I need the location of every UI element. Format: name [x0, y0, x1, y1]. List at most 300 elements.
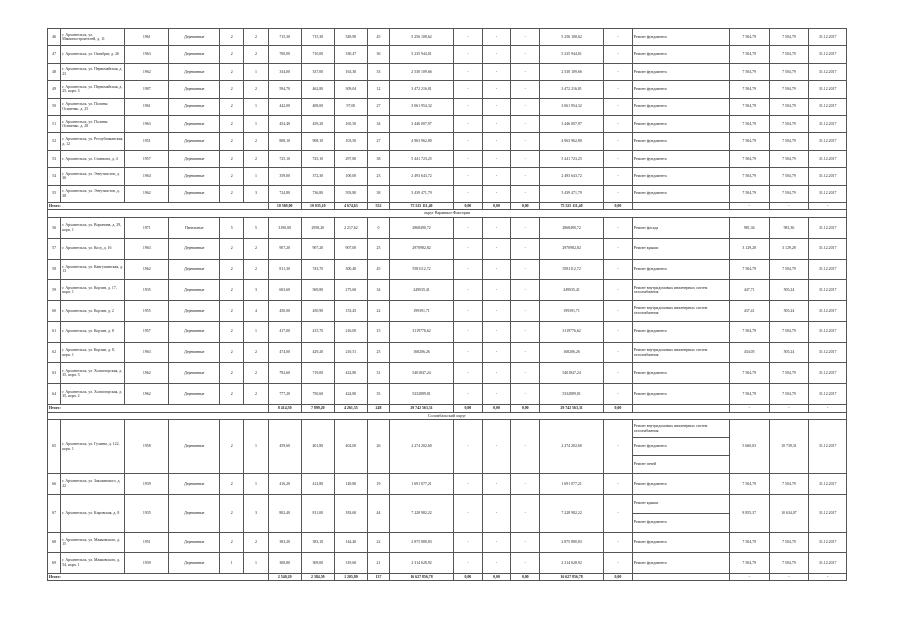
- total-res: 137: [367, 573, 389, 581]
- total-cost: 3 472 216,81: [390, 81, 454, 98]
- residents: 25: [367, 342, 389, 363]
- table-row: [48, 280, 847, 301]
- fund-cost: -: [454, 150, 483, 167]
- total-a2: 10 035,10: [301, 202, 334, 210]
- total-row: [48, 405, 847, 413]
- residential-area: 907,20: [301, 238, 334, 259]
- other-cost: -: [604, 29, 633, 46]
- local-cost: -: [511, 133, 540, 150]
- row-number: 47: [48, 46, 61, 63]
- entrances: 2: [244, 532, 268, 553]
- other-cost: -: [604, 150, 633, 167]
- table-row: [48, 98, 847, 115]
- address: г. Архангельск, ул. Машиностроителей, д. 11: [61, 29, 125, 46]
- max-unit-cost: 7 504,79: [769, 133, 809, 150]
- floors: 2: [220, 98, 244, 115]
- fund-cost: -: [454, 115, 483, 132]
- residents: 38: [367, 185, 389, 202]
- owner-cost: 2 314 628,92: [540, 553, 604, 574]
- year-built: 1963: [125, 238, 169, 259]
- total-cost: 5 441 723,25: [390, 150, 454, 167]
- total-work-type: [632, 573, 729, 581]
- residential-area: 750,60: [301, 384, 334, 405]
- local-cost: -: [511, 420, 540, 474]
- row-number: 53: [48, 150, 61, 167]
- entrances: 2: [244, 238, 268, 259]
- total-c1: 0,00: [454, 573, 483, 581]
- budget-cost: -: [482, 238, 511, 259]
- unit-cost: 7 504,79: [729, 98, 769, 115]
- row-number: 63: [48, 363, 61, 384]
- budget-cost: -: [482, 474, 511, 495]
- unit-cost: 437,41: [729, 301, 769, 322]
- fund-cost: -: [454, 280, 483, 301]
- entrances: 1: [244, 168, 268, 185]
- unit-cost: 981,36: [729, 217, 769, 238]
- fund-cost: -: [454, 29, 483, 46]
- max-unit-cost: 7 504,79: [769, 63, 809, 80]
- wall-material: Деревянные: [169, 185, 220, 202]
- residential-area: 710,00: [301, 46, 334, 63]
- row-number: 50: [48, 98, 61, 115]
- residents: 12: [367, 81, 389, 98]
- municipal-area: 549,90: [334, 29, 367, 46]
- other-cost: -: [604, 259, 633, 280]
- fund-cost: -: [454, 301, 483, 322]
- unit-cost: 7 504,79: [729, 168, 769, 185]
- year-built: 1939: [125, 474, 169, 495]
- max-unit-cost: 7 504,79: [769, 81, 809, 98]
- total-c3: 0,00: [511, 573, 540, 581]
- total-uc: -: [729, 405, 769, 413]
- budget-cost: -: [482, 321, 511, 342]
- row-number: 54: [48, 168, 61, 185]
- municipal-area: 309,04: [334, 81, 367, 98]
- wall-material: Деревянные: [169, 115, 220, 132]
- residents: 35: [367, 384, 389, 405]
- work-type-item: Ремонт внутридомовых инженерных систем газоснабжения: [633, 423, 708, 433]
- row-number: 52: [48, 133, 61, 150]
- year-built: 1955: [125, 301, 169, 322]
- unit-cost: 8 855,37: [729, 494, 769, 532]
- completion-date: 31.12.2017: [809, 321, 847, 342]
- wall-material: Деревянные: [169, 532, 220, 553]
- municipal-area: 402,00: [334, 420, 367, 474]
- total-label: Итого:: [48, 573, 269, 581]
- max-unit-cost: 7 504,79: [769, 553, 809, 574]
- residential-area: 715,30: [301, 29, 334, 46]
- owner-cost: 2970982,82: [540, 238, 604, 259]
- municipal-area: 424,80: [334, 384, 367, 405]
- completion-date: 31.12.2017: [809, 63, 847, 80]
- total-area: 454,40: [268, 115, 301, 132]
- residents: 22: [367, 301, 389, 322]
- local-cost: -: [511, 342, 540, 363]
- max-unit-cost: 7 504,79: [769, 384, 809, 405]
- work-type-item: Ремонт печей: [633, 455, 729, 473]
- table-row: [48, 238, 847, 259]
- unit-cost: 7 504,79: [729, 150, 769, 167]
- fund-cost: -: [454, 494, 483, 532]
- total-cost: 2 274 202,60: [390, 420, 454, 474]
- entrances: 2: [244, 46, 268, 63]
- completion-date: 31.12.2017: [809, 280, 847, 301]
- max-unit-cost: 7 504,79: [769, 168, 809, 185]
- budget-cost: -: [482, 363, 511, 384]
- year-built: 1962: [125, 384, 169, 405]
- municipal-area: 330,47: [334, 46, 367, 63]
- owner-cost: 2 274 202,60: [540, 420, 604, 474]
- row-number: 49: [48, 81, 61, 98]
- budget-cost: -: [482, 532, 511, 553]
- municipal-area: 163,30: [334, 63, 367, 80]
- year-built: 1939: [125, 553, 169, 574]
- residents: 25: [367, 238, 389, 259]
- completion-date: 31.12.2017: [809, 238, 847, 259]
- total-c5: 0,00: [604, 405, 633, 413]
- local-cost: -: [511, 321, 540, 342]
- floors: 2: [220, 321, 244, 342]
- floors: 2: [220, 168, 244, 185]
- entrances: 1: [244, 63, 268, 80]
- residents: 15: [367, 321, 389, 342]
- local-cost: -: [511, 363, 540, 384]
- local-cost: -: [511, 46, 540, 63]
- other-cost: -: [604, 46, 633, 63]
- floors: 2: [220, 363, 244, 384]
- completion-date: 31.12.2017: [809, 29, 847, 46]
- total-cost: 4 963 962,80: [390, 133, 454, 150]
- budget-cost: -: [482, 217, 511, 238]
- row-number: 67: [48, 494, 61, 532]
- floors: 5: [220, 217, 244, 238]
- total-uc: -: [729, 573, 769, 581]
- total-cost: 5 439 471,79: [390, 185, 454, 202]
- municipal-area: 297,80: [334, 150, 367, 167]
- year-built: 1971: [125, 217, 169, 238]
- fund-cost: -: [454, 63, 483, 80]
- fund-cost: -: [454, 259, 483, 280]
- total-area: 724,80: [268, 185, 301, 202]
- max-unit-cost: 505,24: [769, 342, 809, 363]
- budget-cost: -: [482, 301, 511, 322]
- total-a2: 7 899,20: [301, 405, 334, 413]
- total-area: 474,00: [268, 342, 301, 363]
- work-type: Ремонт внутридомовых инженерных систем газоснабжения: [632, 342, 729, 363]
- row-number: 61: [48, 321, 61, 342]
- local-cost: -: [511, 63, 540, 80]
- owner-cost: 1 691 077,21: [540, 474, 604, 495]
- total-cost: 168206,26: [390, 342, 454, 363]
- total-area: 811,30: [268, 259, 301, 280]
- total-area: 725,10: [268, 150, 301, 167]
- total-cost: 5 235 944,01: [390, 46, 454, 63]
- table-row: [48, 342, 847, 363]
- work-type: Ремонт фундамента: [632, 363, 729, 384]
- total-area: 417,00: [268, 321, 301, 342]
- total-work-type: [632, 202, 729, 210]
- unit-cost: 7 504,79: [729, 29, 769, 46]
- unit-cost: 7 504,79: [729, 321, 769, 342]
- work-type-item: Ремонт крыши: [633, 501, 659, 506]
- work-type: Ремонт фундамента: [632, 98, 729, 115]
- residents: 45: [367, 259, 389, 280]
- unit-cost: 7 504,79: [729, 115, 769, 132]
- residents: 38: [367, 150, 389, 167]
- table-row: [48, 259, 847, 280]
- work-type: Ремонт фундамента: [632, 553, 729, 574]
- residents: 23: [367, 168, 389, 185]
- fund-cost: -: [454, 384, 483, 405]
- unit-cost: 7 504,79: [729, 259, 769, 280]
- completion-date: 31.12.2017: [809, 420, 847, 474]
- year-built: 1935: [125, 280, 169, 301]
- total-a1: 2 540,20: [268, 573, 301, 581]
- total-label: Итого:: [48, 202, 269, 210]
- budget-cost: -: [482, 342, 511, 363]
- district-name: округ Варавино-Фактория: [48, 210, 847, 218]
- total-cost: 1 691 077,21: [390, 474, 454, 495]
- total-res: 248: [367, 405, 389, 413]
- entrances: 2: [244, 133, 268, 150]
- wall-material: Деревянные: [169, 46, 220, 63]
- total-area: 3190,00: [268, 217, 301, 238]
- work-type: Ремонт фундамента: [632, 115, 729, 132]
- entrances: 1: [244, 474, 268, 495]
- local-cost: -: [511, 29, 540, 46]
- work-type: Ремонт фундамента: [632, 168, 729, 185]
- table-row: [48, 474, 847, 495]
- residents: 31: [367, 363, 389, 384]
- entrances: 1: [244, 115, 268, 132]
- owner-cost: 249035,41: [540, 280, 604, 301]
- entrances: 2: [244, 29, 268, 46]
- entrances: 1: [244, 321, 268, 342]
- local-cost: -: [511, 217, 540, 238]
- work-type: Ремонт фундамента: [632, 46, 729, 63]
- entrances: 1: [244, 98, 268, 115]
- municipal-area: 153,45: [334, 301, 367, 322]
- max-unit-cost: 505,24: [769, 280, 809, 301]
- work-type: Ремонт фундамента: [632, 259, 729, 280]
- residential-area: 736,80: [301, 185, 334, 202]
- work-type-item: Ремонт фундамента: [633, 437, 729, 455]
- residential-area: 725,10: [301, 150, 334, 167]
- row-number: 48: [48, 63, 61, 80]
- municipal-area: 210,51: [334, 342, 367, 363]
- wall-material: Деревянные: [169, 259, 220, 280]
- budget-cost: -: [482, 168, 511, 185]
- total-cost: 3 061 954,32: [390, 98, 454, 115]
- wall-material: Деревянные: [169, 420, 220, 474]
- fund-cost: -: [454, 46, 483, 63]
- table-row: [48, 420, 847, 474]
- total-area: 459,60: [268, 420, 301, 474]
- residents: 34: [367, 280, 389, 301]
- total-a1: 8 414,50: [268, 405, 301, 413]
- address: г. Архангельск, ул. Кировская, д. 8: [61, 494, 125, 532]
- total-c4: 29 742 563,31: [540, 405, 604, 413]
- local-cost: -: [511, 301, 540, 322]
- total-label: Итого:: [48, 405, 269, 413]
- row-number: 62: [48, 342, 61, 363]
- total-date: -: [809, 573, 847, 581]
- table-row: [48, 363, 847, 384]
- residential-area: 401,80: [301, 420, 334, 474]
- total-a3: 1 205,80: [334, 573, 367, 581]
- completion-date: 31.12.2017: [809, 363, 847, 384]
- year-built: 1962: [125, 185, 169, 202]
- total-c4: 16 627 856,78: [540, 573, 604, 581]
- local-cost: -: [511, 98, 540, 115]
- municipal-area: 103,50: [334, 133, 367, 150]
- floors: 2: [220, 259, 244, 280]
- total-res: 552: [367, 202, 389, 210]
- row-number: 66: [48, 474, 61, 495]
- municipal-area: 319,60: [334, 553, 367, 574]
- total-date: -: [809, 405, 847, 413]
- budget-cost: -: [482, 384, 511, 405]
- row-number: 68: [48, 532, 61, 553]
- max-unit-cost: 10 634,07: [769, 494, 809, 532]
- work-type-item: Ремонт фундамента: [633, 513, 729, 532]
- entrances: 5: [244, 217, 268, 238]
- max-unit-cost: 3 129,28: [769, 238, 809, 259]
- owner-cost: 3 446 007,97: [540, 115, 604, 132]
- owner-cost: 2 530 109,66: [540, 63, 604, 80]
- year-built: 1961: [125, 29, 169, 46]
- total-c2: 0,00: [482, 405, 511, 413]
- work-type: Ремонт фундамента: [632, 63, 729, 80]
- address: г. Архангельск, ул. Полины Осипенко, д. 25: [61, 98, 125, 115]
- total-cost: 2 875 880,83: [390, 532, 454, 553]
- entrances: 2: [244, 363, 268, 384]
- total-mc: -: [769, 573, 809, 581]
- other-cost: -: [604, 301, 633, 322]
- wall-material: Деревянные: [169, 474, 220, 495]
- entrances: 2: [244, 342, 268, 363]
- residential-area: 459,20: [301, 115, 334, 132]
- wall-material: Деревянные: [169, 168, 220, 185]
- floors: 1: [220, 553, 244, 574]
- address: г. Архангельск, ул. Корзин, д. 17, корп. 1: [61, 280, 125, 301]
- residents: 0: [367, 217, 389, 238]
- residents: 33: [367, 63, 389, 80]
- row-number: 56: [48, 217, 61, 238]
- fund-cost: -: [454, 81, 483, 98]
- municipal-area: 100,00: [334, 168, 367, 185]
- owner-cost: 7 228 982,22: [540, 494, 604, 532]
- address: г. Архангельск, ул. Гуляева, д. 122, корп. 1: [61, 420, 125, 474]
- address: г. Архангельск, ул. Корзин, д. 8: [61, 321, 125, 342]
- residential-area: 743,70: [301, 259, 334, 280]
- unit-cost: 7 504,79: [729, 185, 769, 202]
- fund-cost: -: [454, 238, 483, 259]
- budget-cost: -: [482, 115, 511, 132]
- total-area: 416,20: [268, 474, 301, 495]
- floors: 2: [220, 494, 244, 532]
- total-area: 802,40: [268, 494, 301, 532]
- owner-cost: 2 493 643,72: [540, 168, 604, 185]
- budget-cost: -: [482, 553, 511, 574]
- wall-material: Деревянные: [169, 280, 220, 301]
- other-cost: -: [604, 185, 633, 202]
- budget-cost: -: [482, 280, 511, 301]
- owner-cost: 5 256 108,62: [540, 29, 604, 46]
- residents: 19: [367, 474, 389, 495]
- table-row: [48, 46, 847, 63]
- owner-cost: 2 875 880,83: [540, 532, 604, 553]
- address: г. Архангельск, ул. Станиона, д. 4: [61, 150, 125, 167]
- total-c2: 0,00: [482, 202, 511, 210]
- owner-cost: 2868490,72: [540, 217, 604, 238]
- unit-cost: 5 660,03: [729, 420, 769, 474]
- unit-cost: 447,71: [729, 280, 769, 301]
- work-type: Ремонт фундамента: [632, 321, 729, 342]
- max-unit-cost: 7 504,79: [769, 185, 809, 202]
- row-number: 51: [48, 115, 61, 132]
- municipal-area: 2 217,62: [334, 217, 367, 238]
- work-type: Ремонт фундамента: [632, 474, 729, 495]
- municipal-area: 216,00: [334, 321, 367, 342]
- max-unit-cost: 7 504,79: [769, 474, 809, 495]
- total-cost: 249035,41: [390, 280, 454, 301]
- residential-area: 412,80: [301, 474, 334, 495]
- completion-date: 31.12.2017: [809, 494, 847, 532]
- work-type: [632, 494, 729, 532]
- total-row: [48, 573, 847, 581]
- entrances: 3: [244, 185, 268, 202]
- municipal-area: 97,00: [334, 98, 367, 115]
- wall-material: Деревянные: [169, 81, 220, 98]
- work-type: Ремонт фундамента: [632, 150, 729, 167]
- fund-cost: -: [454, 98, 483, 115]
- wall-material: Деревянные: [169, 363, 220, 384]
- work-type: Ремонт фасада: [632, 217, 729, 238]
- row-number: 69: [48, 553, 61, 574]
- other-cost: -: [604, 81, 633, 98]
- completion-date: 31.12.2017: [809, 532, 847, 553]
- total-c5: 0,00: [604, 202, 633, 210]
- work-type: Ремонт фундамента: [632, 532, 729, 553]
- max-unit-cost: 981,36: [769, 217, 809, 238]
- wall-material: Панельные: [169, 217, 220, 238]
- floors: 2: [220, 81, 244, 98]
- completion-date: 31.12.2017: [809, 384, 847, 405]
- address: г. Архангельск, ул. Маяковского, д. 15: [61, 532, 125, 553]
- wall-material: Деревянные: [169, 133, 220, 150]
- floors: 2: [220, 238, 244, 259]
- total-cost: 5332889,81: [390, 384, 454, 405]
- total-cost: 5401847,24: [390, 363, 454, 384]
- residential-area: 811,00: [301, 494, 334, 532]
- other-cost: -: [604, 238, 633, 259]
- year-built: 1951: [125, 133, 169, 150]
- max-unit-cost: 7 504,79: [769, 98, 809, 115]
- local-cost: -: [511, 532, 540, 553]
- local-cost: -: [511, 168, 540, 185]
- wall-material: Деревянные: [169, 238, 220, 259]
- residents: 44: [367, 494, 389, 532]
- completion-date: 31.12.2017: [809, 217, 847, 238]
- year-built: 1961: [125, 98, 169, 115]
- work-type: [632, 420, 729, 474]
- program-table-sheet: [47, 28, 847, 581]
- work-type: Ремонт фундамента: [632, 29, 729, 46]
- owner-cost: 168206,26: [540, 342, 604, 363]
- total-mc: -: [769, 405, 809, 413]
- fund-cost: -: [454, 342, 483, 363]
